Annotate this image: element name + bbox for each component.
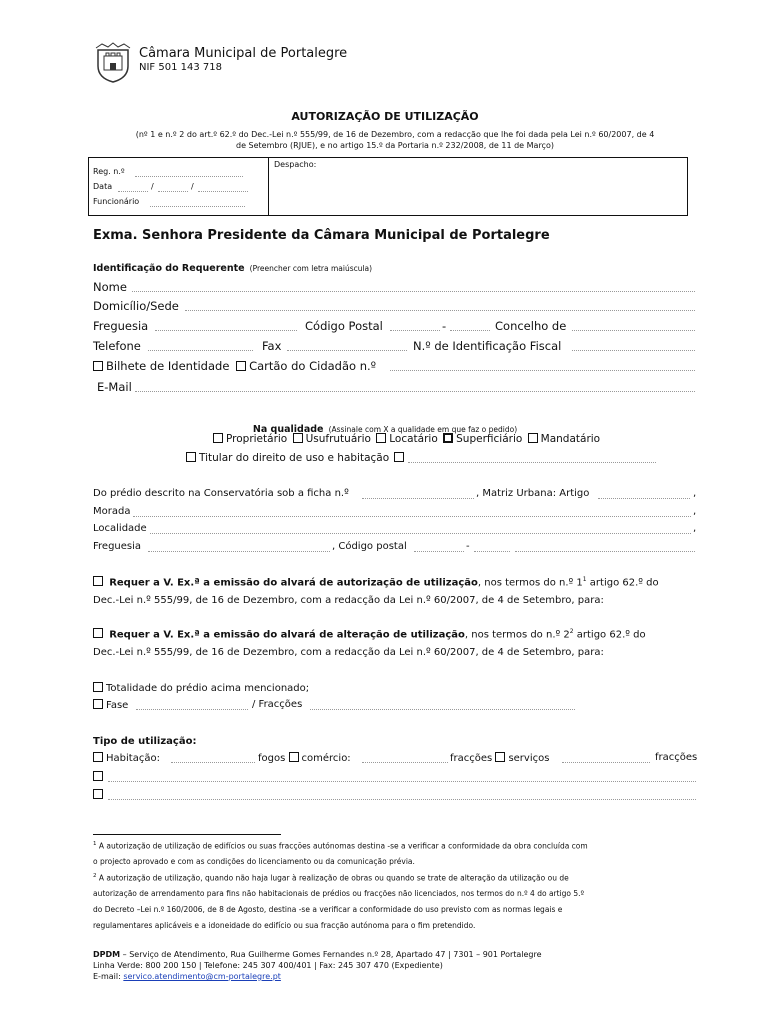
date-year-field[interactable] bbox=[198, 191, 248, 192]
footnote-2-line-4: regulamentares aplicáveis e a idoneidade do edifício ou sua fracção autónoma para o fim pretendido. bbox=[93, 921, 476, 930]
codigo-postal-dash: - bbox=[442, 319, 447, 333]
footer-line-1 bbox=[93, 950, 542, 959]
fraccoes-comercio-label: fracções bbox=[450, 753, 493, 764]
other-quality-checkbox[interactable] bbox=[394, 452, 404, 462]
fogos-label: fogos bbox=[258, 753, 286, 764]
request-1-rest: , nos termos do n.º 1 bbox=[477, 577, 583, 589]
habitacao-checkbox[interactable] bbox=[93, 752, 103, 762]
quality-options bbox=[213, 433, 600, 445]
other-usage-1 bbox=[93, 771, 106, 783]
concelho-field[interactable] bbox=[572, 330, 695, 331]
page-title: AUTORIZAÇÃO DE UTILIZAÇÃO bbox=[291, 110, 479, 123]
codigo-postal-field-1[interactable] bbox=[390, 330, 440, 331]
municipality-crest-icon bbox=[92, 42, 134, 84]
ficha-field[interactable] bbox=[362, 498, 474, 499]
footnote-2-line-1 bbox=[93, 873, 569, 883]
footer-address: – Serviço de Atendimento, Rua Guilherme Gomes Fernandes n.º 28, Apartado 47 | 7301 – 901 Portalegre bbox=[120, 950, 542, 959]
servicos-label: serviços bbox=[508, 753, 550, 764]
mandatario-label: Mandatário bbox=[540, 433, 601, 445]
morada-comma: , bbox=[693, 506, 697, 517]
fase-row bbox=[93, 699, 128, 711]
titular-label: Titular do direito de uso e habitação bbox=[199, 452, 390, 464]
habitacao-row bbox=[93, 752, 160, 764]
freguesia-field[interactable] bbox=[155, 330, 297, 331]
comercio-checkbox[interactable] bbox=[289, 752, 299, 762]
fraccoes-servicos-label: fracções bbox=[655, 752, 698, 763]
request-1-line-1 bbox=[93, 576, 659, 588]
footnote-2-text-1: A autorização de utilização, quando não haja lugar à realização de obras ou quando se trate de alteração da utilização ou de bbox=[98, 873, 569, 883]
request-1-line-2: Dec.-Lei n.º 555/99, de 16 de Dezembro, com a redacção da Lei n.º 60/2007, de 4 de Setembro, para: bbox=[93, 595, 604, 606]
nif-label: N.º de Identificação Fiscal bbox=[413, 339, 562, 353]
other-quality-field[interactable] bbox=[408, 462, 656, 463]
footer-email-link[interactable]: servico.atendimento@cm-portalegre.pt bbox=[123, 972, 281, 981]
domicilio-field[interactable] bbox=[185, 310, 695, 311]
org-name: Câmara Municipal de Portalegre bbox=[139, 46, 348, 61]
page-subtitle-1: (nº 1 e n.º 2 do art.º 62.º do Dec.-Lei n.º 555/99, de 16 de Dezembro, com a redacção que lhe foi dada pela Lei n.º 60/2007, de 4 bbox=[135, 130, 655, 139]
descrito-label: Do prédio descrito na Conservatória sob a ficha n.º bbox=[93, 488, 349, 499]
totalidade-row bbox=[93, 682, 309, 694]
addressee: Exma. Senhora Presidente da Câmara Municipal de Portalegre bbox=[93, 228, 550, 243]
morada-field[interactable] bbox=[133, 516, 691, 517]
matriz-label: , Matriz Urbana: Artigo bbox=[476, 488, 590, 499]
fraccoes-label: / Fracções bbox=[252, 699, 303, 710]
footnote-2-line-3: do Decreto –Lei n.º 160/2006, de 8 de Agosto, destina -se a verificar a conformidade do uso previsto com as normas legais e bbox=[93, 905, 563, 914]
codigo-postal-label: Código Postal bbox=[305, 319, 383, 333]
prop-cp-dash: - bbox=[466, 541, 470, 552]
date-day-field[interactable] bbox=[118, 191, 148, 192]
request-2-checkbox[interactable] bbox=[93, 628, 103, 638]
titular-row bbox=[186, 452, 407, 464]
usage-heading: Tipo de utilização: bbox=[93, 736, 197, 747]
habitacao-field[interactable] bbox=[171, 762, 255, 763]
nome-field[interactable] bbox=[132, 291, 695, 292]
other-usage-2 bbox=[93, 789, 106, 801]
id-number-field[interactable] bbox=[390, 370, 695, 371]
identification-note: (Preencher com letra maiúscula) bbox=[249, 264, 373, 273]
footnote-separator bbox=[93, 834, 281, 835]
localidade-label: Localidade bbox=[93, 523, 147, 534]
fase-label: Fase bbox=[106, 700, 129, 711]
footer-line-3 bbox=[93, 972, 281, 981]
footnote-1-line-1 bbox=[93, 841, 588, 851]
prop-freguesia-label: Freguesia bbox=[93, 541, 142, 552]
request-2-bold: Requer a V. Ex.ª a emissão do alvará de alteração de utilização bbox=[109, 629, 465, 641]
footer-line-2: Linha Verde: 800 200 150 | Telefone: 245 307 400/401 | Fax: 245 307 470 (Expediente) bbox=[93, 961, 443, 970]
nif-field[interactable] bbox=[572, 350, 695, 351]
org-nif: NIF 501 143 718 bbox=[139, 62, 222, 73]
habitacao-label: Habitação: bbox=[106, 753, 160, 764]
registry-divider bbox=[268, 157, 269, 216]
footnote-2-mark: 2 bbox=[93, 873, 97, 879]
totalidade-checkbox[interactable] bbox=[93, 682, 103, 692]
date-month-field[interactable] bbox=[158, 191, 188, 192]
fogos-row bbox=[258, 752, 351, 764]
comercio-field[interactable] bbox=[362, 762, 448, 763]
identification-title: Identificação do Requerente bbox=[93, 263, 245, 274]
locatario-checkbox[interactable] bbox=[376, 433, 386, 443]
localidade-field[interactable] bbox=[150, 533, 691, 534]
email-field[interactable] bbox=[135, 391, 695, 392]
telefone-label: Telefone bbox=[93, 339, 141, 353]
artigo-comma: , bbox=[693, 488, 697, 499]
usufrutuario-label: Usufrutuário bbox=[305, 433, 371, 445]
quality-title: Na qualidade bbox=[252, 424, 324, 435]
fase-field[interactable] bbox=[136, 709, 248, 710]
locatario-label: Locatário bbox=[389, 433, 438, 445]
reg-field[interactable] bbox=[135, 176, 243, 177]
usufrutuario-checkbox[interactable] bbox=[293, 433, 303, 443]
nome-label: Nome bbox=[93, 280, 127, 294]
request-2-rest: , nos termos do n.º 2 bbox=[464, 629, 570, 641]
servicos-checkbox[interactable] bbox=[495, 752, 505, 762]
other-usage-1-field[interactable] bbox=[108, 781, 696, 782]
date-slash-2: / bbox=[191, 182, 194, 191]
footnote-2-line-2: autorização de arrendamento para fins não habitacionais de prédios ou fracções não licenciados, nos termos do n.º 4 do artigo 5.º bbox=[93, 889, 585, 898]
request-2-line-2: Dec.-Lei n.º 555/99, de 16 de Dezembro, com a redacção da Lei n.º 60/2007, de 4 de Setembro, para: bbox=[93, 647, 604, 658]
concelho-label: Concelho de bbox=[495, 319, 567, 333]
proprietario-checkbox[interactable] bbox=[213, 433, 223, 443]
superficiario-checkbox[interactable] bbox=[443, 433, 453, 443]
superficiario-label: Superficiário bbox=[456, 433, 523, 445]
request-2-footnote-ref: 2 bbox=[569, 628, 574, 635]
totalidade-label: Totalidade do prédio acima mencionado; bbox=[106, 683, 310, 694]
proprietario-label: Proprietário bbox=[226, 433, 288, 445]
request-1-footnote-ref: 1 bbox=[582, 576, 587, 583]
cc-label: Cartão do Cidadão n.º bbox=[249, 359, 377, 373]
morada-label: Morada bbox=[93, 506, 131, 517]
footnote-1-line-2: o projecto aprovado e com as condições do licenciamento ou da comunicação prévia. bbox=[93, 857, 415, 866]
servicos-row bbox=[450, 752, 549, 764]
footnote-1-text-1: A autorização de utilização de edifícios ou suas fracções autónomas destina -se a verificar a conformidade da obra concluída com bbox=[98, 841, 588, 851]
request-1-bold: Requer a V. Ex.ª a emissão do alvará de autorização de utilização bbox=[109, 577, 478, 589]
codigo-postal-field-2[interactable] bbox=[450, 330, 490, 331]
quality-note: (Assinale com X a qualidade em que faz o pedido) bbox=[328, 425, 518, 434]
other-usage-2-checkbox[interactable] bbox=[93, 789, 103, 799]
fax-field[interactable] bbox=[287, 350, 407, 351]
bi-label: Bilhete de Identidade bbox=[106, 359, 230, 373]
request-2-line-1 bbox=[93, 628, 646, 640]
servicos-field[interactable] bbox=[562, 762, 650, 763]
request-2-rest2: artigo 62.º do bbox=[573, 629, 646, 641]
despacho-label: Despacho: bbox=[274, 160, 317, 169]
domicilio-label: Domicílio/Sede bbox=[93, 299, 179, 313]
bi-row bbox=[93, 359, 376, 373]
funcionario-field[interactable] bbox=[150, 206, 245, 207]
request-1-checkbox[interactable] bbox=[93, 576, 103, 586]
other-usage-2-field[interactable] bbox=[108, 799, 696, 800]
prop-cp-field-1[interactable] bbox=[414, 551, 464, 552]
date-slash-1: / bbox=[151, 182, 154, 191]
reg-label: Reg. n.º bbox=[93, 167, 125, 176]
page-subtitle-2: de Setembro (RJUE), e no artigo 15.º da Portaria n.º 232/2008, de 11 de Março) bbox=[236, 141, 554, 150]
artigo-field[interactable] bbox=[598, 498, 690, 499]
footer-dpdm: DPDM bbox=[93, 950, 121, 959]
identification-heading bbox=[93, 256, 372, 275]
fraccoes-field[interactable] bbox=[310, 709, 575, 710]
fase-checkbox[interactable] bbox=[93, 699, 103, 709]
bi-checkbox[interactable] bbox=[93, 361, 103, 371]
mandatario-checkbox[interactable] bbox=[528, 433, 538, 443]
email-label: E-Mail bbox=[97, 380, 132, 394]
fax-label: Fax bbox=[262, 339, 282, 353]
other-usage-1-checkbox[interactable] bbox=[93, 771, 103, 781]
prop-cp-field-2[interactable] bbox=[474, 551, 510, 552]
prop-codigo-postal-label: , Código postal bbox=[332, 541, 407, 552]
cc-checkbox[interactable] bbox=[236, 361, 246, 371]
titular-checkbox[interactable] bbox=[186, 452, 196, 462]
funcionario-label: Funcionário bbox=[93, 197, 140, 206]
date-label: Data bbox=[93, 182, 113, 191]
registry-box bbox=[88, 157, 688, 216]
request-1-rest2: artigo 62.º do bbox=[586, 577, 659, 589]
footer-email-label: E-mail: bbox=[93, 972, 124, 981]
freguesia-label: Freguesia bbox=[93, 319, 149, 333]
comercio-label: comércio: bbox=[301, 753, 351, 764]
telefone-field[interactable] bbox=[148, 350, 253, 351]
footnote-1-mark: 1 bbox=[93, 841, 97, 847]
prop-cp-locality-field[interactable] bbox=[515, 551, 695, 552]
localidade-comma: , bbox=[693, 523, 697, 534]
prop-freguesia-field[interactable] bbox=[148, 551, 330, 552]
